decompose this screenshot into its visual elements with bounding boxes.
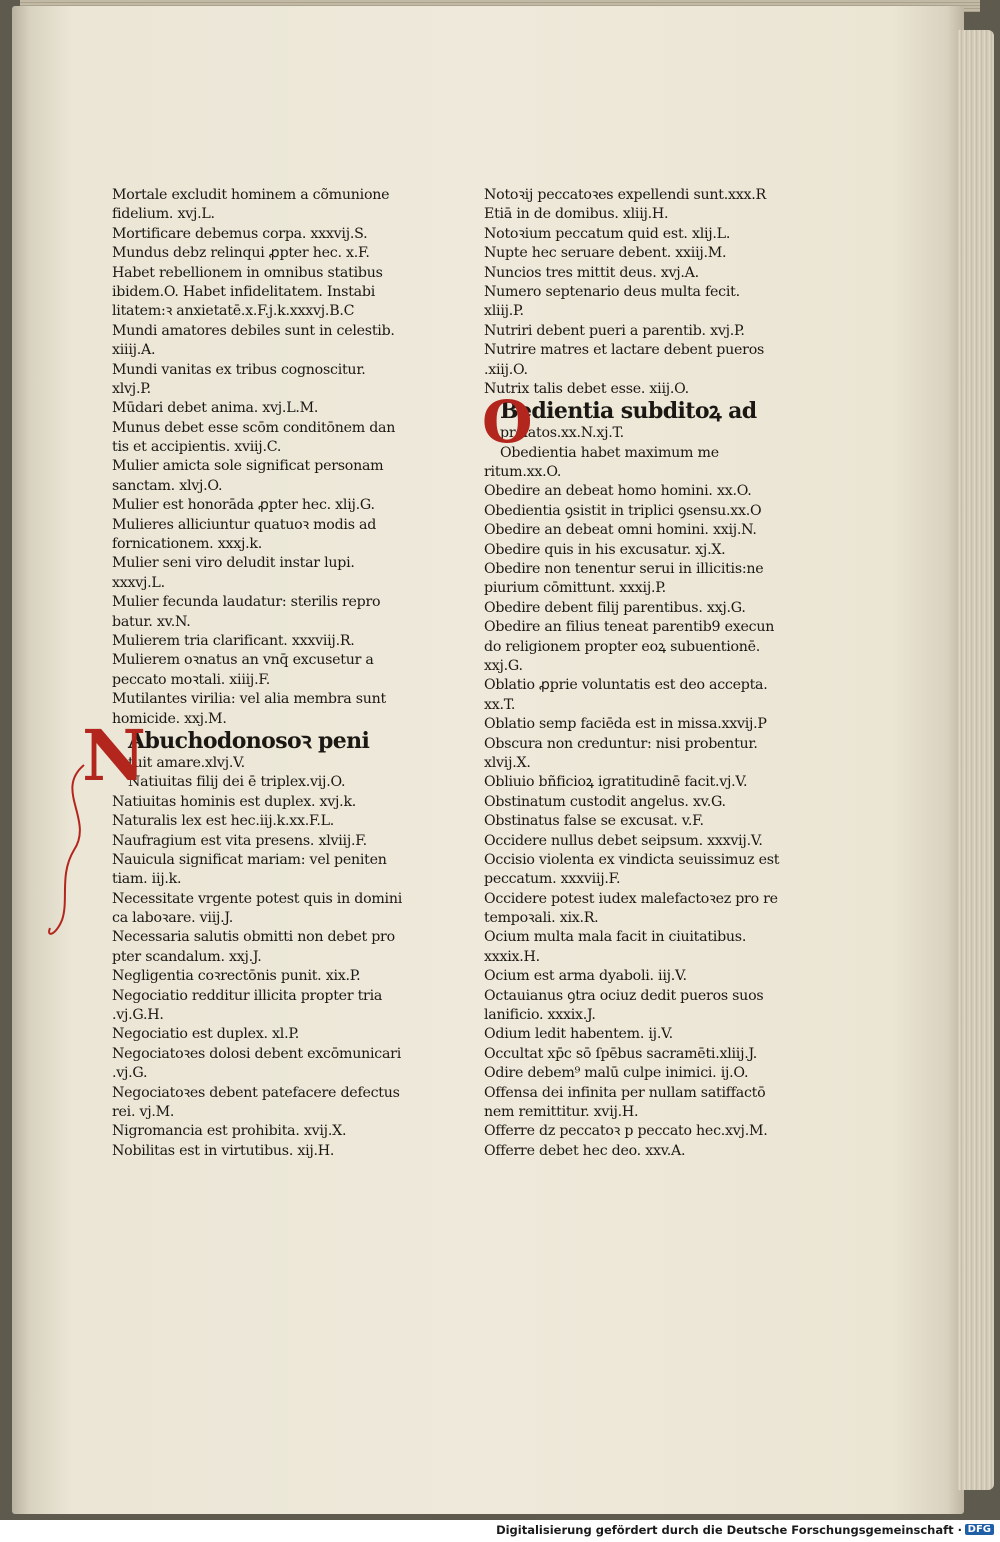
index-entry-line: Nauicula significat mariam: vel peniten xyxy=(112,851,387,868)
index-entry-line: Negociatio est duplex. xl.P. xyxy=(112,1026,300,1043)
index-entry-line: Munus debet esse scōm conditōnem dan xyxy=(112,419,396,436)
index-entry-line: Nutrire matres et lactare debent pueros xyxy=(484,342,765,359)
index-entry-line: Obedire an filius teneat parentib9 execun xyxy=(484,619,775,636)
index-entry-line: Oblatio ꝓprie voluntatis est deo accepta. xyxy=(484,677,768,694)
index-entry-line: Obliuio bñficioꝝ igratitudinē facit.vj.V. xyxy=(484,774,748,791)
index-entry-line: Abuchodonosoꝛ peni xyxy=(128,728,370,754)
index-entry-line: xxxvj.L. xyxy=(112,574,165,591)
index-entry-line: peccatum. xxxviij.F. xyxy=(484,871,621,888)
index-entry-line: xlvij.X. xyxy=(484,754,531,771)
index-entry-line: Mundi amatores debiles sunt in celestib. xyxy=(112,322,395,339)
dropcap-n: N xyxy=(82,713,146,797)
right-index-entries-n xyxy=(484,186,802,399)
left-index-entries-m xyxy=(112,186,424,729)
dropcap-o: O xyxy=(482,388,533,457)
footer-credit: Digitalisierung gefördert durch die Deutsche Forschungsgemeinschaft · xyxy=(496,1523,962,1537)
index-entry-line: Odire debem⁹ malū culpe inimici. ij.O. xyxy=(484,1065,749,1082)
index-entry-line: nem remittitur. xvij.H. xyxy=(484,1103,639,1120)
index-entry-line: Negligentia coꝛrectōnis punit. xix.P. xyxy=(112,968,361,985)
index-entry-line: xiiij.A. xyxy=(112,342,156,359)
index-entry-line: ca laboꝛare. viij.J. xyxy=(112,910,234,927)
index-entry-line: ibidem.O. Habet infidelitatem. Instabi xyxy=(112,283,375,300)
index-entry-line: Obedire an debeat omni homini. xxij.N. xyxy=(484,522,757,539)
index-entry-line: Notoꝛij peccatoꝛes expellendi sunt.xxx.R xyxy=(484,187,766,203)
index-entry-line: Negociatoꝛes debent patefacere defectus xyxy=(112,1084,400,1101)
index-entry-line: Natiuitas hominis est duplex. xvj.k. xyxy=(112,793,357,810)
index-entry-line: Obedire an debeat homo homini. xx.O. xyxy=(484,483,752,500)
index-entry-line: Mulierem oꝛnatus an vnq̄ excusetur a xyxy=(112,652,374,669)
index-entry-line: Etiā in de domibus. xliij.H. xyxy=(484,206,669,223)
index-entry-line: Necessitate vrgente potest quis in domini xyxy=(112,890,403,907)
index-entry-line: Mutilantes virilia: vel alia membra sunt xyxy=(112,691,386,708)
index-entry-line: xxxix.H. xyxy=(484,948,540,965)
index-entry-line: rei. vj.M. xyxy=(112,1103,175,1120)
index-entry-line: peccato moꝛtali. xiiij.F. xyxy=(112,671,270,688)
index-entry-line: Ocium est arma dyaboli. iij.V. xyxy=(484,968,687,985)
index-entry-line: Mundi vanitas ex tribus cognoscitur. xyxy=(112,361,366,378)
index-entry-line: tiam. iij.k. xyxy=(112,871,182,888)
index-entry-line: sanctam. xlvj.O. xyxy=(112,477,223,494)
index-entry-line: xxj.G. xyxy=(484,657,523,674)
index-entry-line: tuit amare.xlvj.V. xyxy=(128,754,245,771)
index-entry-line: Offerre dz peccatoꝛ p peccato hec.xvj.M. xyxy=(484,1123,768,1140)
index-entry-line: Offensa dei infinita per nullam satiffactō xyxy=(484,1084,766,1101)
index-entry-line: fidelium. xvj.L. xyxy=(112,206,215,223)
index-entry-line: Mulier seni viro deludit instar lupi. xyxy=(112,555,355,572)
left-column xyxy=(82,186,424,1161)
footer-bar xyxy=(0,1520,1000,1542)
index-entry-line: xliij.P. xyxy=(484,303,524,320)
index-entry-line: Nutriri debent pueri a parentib. xvj.P. xyxy=(484,322,745,339)
index-entry-line: Odium ledit habentem. ij.V. xyxy=(484,1026,673,1043)
index-entry-line: Octauianus ꝯtra ociuz dedit pueros suos xyxy=(484,987,764,1004)
right-index-entries-o xyxy=(484,444,802,1161)
index-entry-line: ritum.xx.O. xyxy=(484,464,562,481)
index-entry-line: Nupte hec seruare debent. xxiij.M. xyxy=(484,245,727,262)
index-entry-line: Obedientia habet maximum me xyxy=(500,444,719,461)
index-entry-line: Obedire non tenentur serui in illicitis:ne xyxy=(484,561,764,578)
index-entry-line: Obedientia ꝯsistit in triplici ꝯsensu.xx.O xyxy=(484,502,762,519)
index-entry-line: litatem:ꝛ anxietatē.x.F.j.k.xxxvj.B.C xyxy=(112,303,355,320)
index-entry-line: Mortale excludit hominem a cõmunione xyxy=(112,187,390,203)
index-entry-line: Natiuitas filij dei ē triplex.vij.O. xyxy=(128,774,346,791)
dfg-logo: DFG xyxy=(965,1524,994,1535)
index-entry-line: Obedire quis in his excusatur. xj.X. xyxy=(484,541,726,558)
index-entry-line: batur. xv.N. xyxy=(112,613,191,630)
index-entry-line: Occidere potest iudex malefactoꝛez pro re xyxy=(484,890,778,907)
index-entry-line: Nobilitas est in virtutibus. xij.H. xyxy=(112,1142,335,1159)
index-entry-line: Occidere nullus debet seipsum. xxxvij.V. xyxy=(484,832,763,849)
index-entry-line: xx.T. xyxy=(484,696,516,713)
index-entry-line: Obedire debent filij parentibus. xxj.G. xyxy=(484,599,746,616)
book-page-edges xyxy=(958,30,994,1490)
index-entry-line: pter scandalum. xxj.J. xyxy=(112,948,262,965)
index-entry-line: Occultat xp̄c sō ſpēbus sacramēti.xliij.J. xyxy=(484,1045,758,1062)
index-entry-line: .xiij.O. xyxy=(484,361,528,378)
index-entry-line: Nuncios tres mittit deus. xvj.A. xyxy=(484,264,699,281)
index-entry-line: xlvj.P. xyxy=(112,380,151,397)
index-entry-line: Mundus debz relinqui ꝓpter hec. x.F. xyxy=(112,245,370,262)
index-entry-line: piurium cōmittunt. xxxij.P. xyxy=(484,580,666,597)
index-entry-line: Obstinatus false se excusat. v.F. xyxy=(484,813,704,830)
index-entry-line: Naufragium est vita presens. xlviij.F. xyxy=(112,832,367,849)
index-entry-line: Mulier est honorāda ꝓpter hec. xlij.G. xyxy=(112,497,375,514)
index-entry-line: Ocium multa mala facit in ciuitatibus. xyxy=(484,929,747,946)
index-entry-line: Nutrix talis debet esse. xiij.O. xyxy=(484,380,689,397)
index-entry-line: Notoꝛium peccatum quid est. xlij.L. xyxy=(484,225,731,242)
index-entry-line: Bedientia subditoꝝ ad xyxy=(500,399,757,425)
index-entry-line: lanificio. xxxix.J. xyxy=(484,1007,596,1024)
index-entry-line: fornicationem. xxxj.k. xyxy=(112,536,262,553)
index-entry-line: Necessaria salutis obmitti non debet pro xyxy=(112,929,395,946)
index-entry-line: Negociatio redditur illicita propter tria xyxy=(112,987,383,1004)
index-entry-line: Mulier fecunda laudatur: sterilis repro xyxy=(112,594,381,611)
index-entry-line: .vj.G. xyxy=(112,1065,148,1082)
index-entry-line: Oblatio semp faciēda est in missa.xxvij.P xyxy=(484,716,767,733)
index-entry-line: Nigromancia est prohibita. xvij.X. xyxy=(112,1123,347,1140)
index-entry-line: Mulierem tria clarificant. xxxviij.R. xyxy=(112,632,355,649)
index-entry-line: Mūdari debet anima. xvj.L.M. xyxy=(112,400,319,417)
index-entry-line: Obstinatum custodit angelus. xv.G. xyxy=(484,793,726,810)
index-entry-line: Numero septenario deus multa fecit. xyxy=(484,283,740,300)
index-entry-line: Mortificare debemus corpa. xxxvij.S. xyxy=(112,225,368,242)
index-entry-line: homicide. xxj.M. xyxy=(112,710,227,727)
index-entry-line: Offerre debet hec deo. xxv.A. xyxy=(484,1142,686,1159)
index-entry-line: Mulier amicta sole significat personam xyxy=(112,458,384,475)
index-entry-line: Mulieres alliciuntur quatuoꝛ modis ad xyxy=(112,516,377,533)
index-entry-line: do religionem propter eoꝝ subuentionē. xyxy=(484,638,761,655)
index-entry-line: Obscura non creduntur: nisi probentur. xyxy=(484,735,758,752)
index-entry-line: .vj.G.H. xyxy=(112,1007,164,1024)
index-entry-line: Occisio violenta ex vindicta seuissimuz est xyxy=(484,851,780,868)
index-entry-line: prelatos.xx.N.xj.T. xyxy=(500,425,624,442)
index-entry-line: Naturalis lex est hec.iij.k.xx.F.L. xyxy=(112,813,335,830)
index-entry-line: Negociatoꝛes dolosi debent excōmunicari xyxy=(112,1045,401,1062)
index-entry-line: tempoꝛali. xix.R. xyxy=(484,910,599,927)
index-entry-line: tis et accipientis. xviij.C. xyxy=(112,439,282,456)
left-index-entries-n xyxy=(112,729,424,1161)
right-column xyxy=(484,186,802,1161)
index-entry-line: Habet rebellionem in omnibus statibus xyxy=(112,264,383,281)
